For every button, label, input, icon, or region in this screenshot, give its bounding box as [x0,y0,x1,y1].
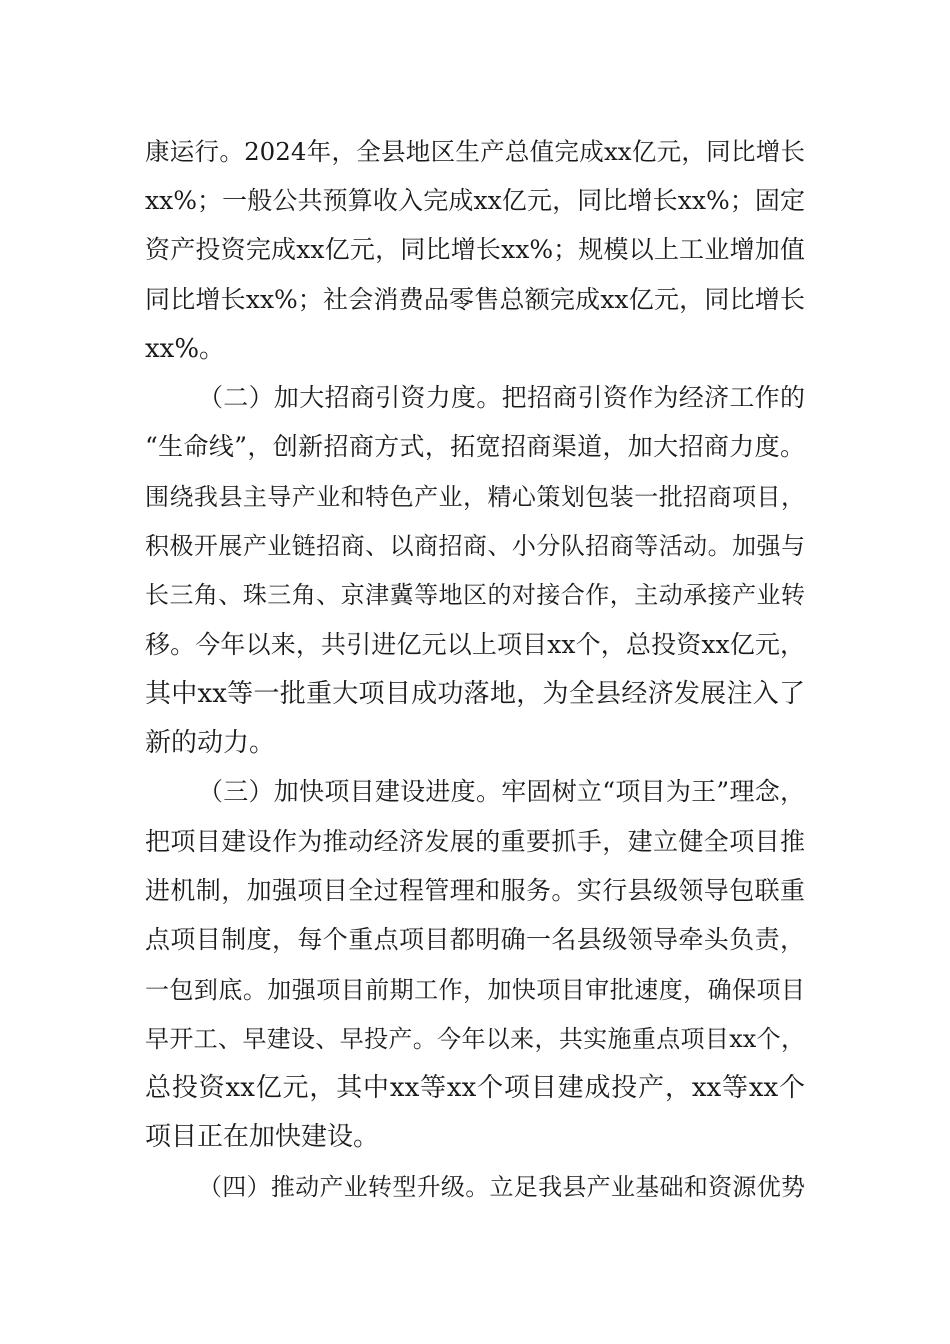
text-line: xx%。 [145,334,226,364]
text-line: 康运行。2024年，全县地区生产总值完成xx亿元，同比增长 [145,137,805,166]
text-line: xx%；一般公共预算收入完成xx亿元，同比增长xx%；固定 [145,186,805,215]
text-line: 围绕我县主导产业和特色产业，精心策划包装一批招商项目， [145,483,805,511]
text-line: （二）加大招商引资力度。把招商引资作为经济工作的 [198,383,805,412]
text-line: “生命线”，创新招商方式，拓宽招商渠道，加大招商力度。 [145,432,805,461]
text-line: （四）推动产业转型升级。立足我县产业基础和资源优势 [198,1173,805,1201]
text-line: 总投资xx亿元，其中xx等xx个项目建成投产，xx等xx个 [145,1073,805,1103]
text-line: 积极开展产业链招商、以商招商、小分队招商等活动。加强与 [145,532,805,560]
text-line: 移。今年以来，共引进亿元以上项目xx个，总投资xx亿元， [145,630,805,659]
text-line: 进机制，加强项目全过程管理和服务。实行县级领导包联重 [145,876,805,905]
text-line: （三）加快项目建设进度。牢固树立“项目为王”理念， [198,777,805,806]
text-line: 长三角、珠三角、京津冀等地区的对接合作，主动承接产业转 [145,581,805,609]
text-line: 新的动力。 [145,728,276,758]
text-line: 其中xx等一批重大项目成功落地，为全县经济发展注入了 [145,679,805,709]
text-line: 点项目制度，每个重点项目都明确一名县级领导牵头负责， [145,925,805,954]
text-line: 早开工、早建设、早投产。今年以来，共实施重点项目xx个， [145,1025,805,1053]
text-line: 把项目建设作为推动经济发展的重要抓手，建立健全项目推 [145,827,805,856]
text-line: 同比增长xx%；社会消费品零售总额完成xx亿元，同比增长 [145,285,805,314]
text-line: 项目正在加快建设。 [145,1122,380,1152]
text-line: 资产投资完成xx亿元，同比增长xx%；规模以上工业增加值 [145,235,805,264]
text-line: 一包到底。加强项目前期工作，加快项目审批速度，确保项目 [145,976,805,1004]
